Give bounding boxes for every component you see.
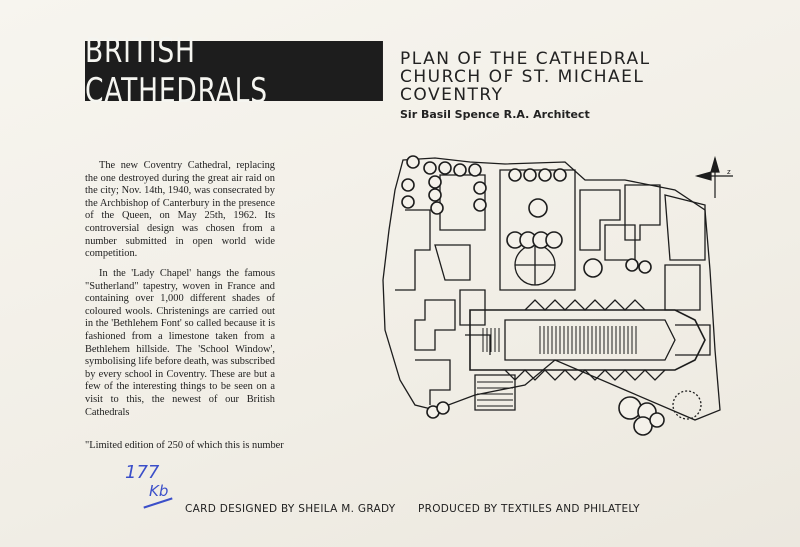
cathedral-plan-drawing (375, 150, 735, 450)
compass-icon (697, 158, 733, 198)
designer-credit: CARD DESIGNED BY SHEILA M. GRADY (185, 503, 396, 515)
plan-heading-line1: PLAN OF THE CATHEDRAL (400, 49, 651, 69)
producer-credit: PRODUCED BY TEXTILES AND PHILATELY (418, 503, 640, 515)
compass-label: z (727, 168, 731, 176)
edition-number: 177 (125, 462, 160, 483)
banner-title: BRITISH CATHEDRALS (85, 41, 383, 101)
limited-edition-note: "Limited edition of 250 of which this is number (85, 440, 284, 451)
plan-heading (400, 50, 651, 104)
plan-heading-line3: COVENTRY (400, 85, 504, 105)
plan-heading-line2: CHURCH OF ST. MICHAEL (400, 67, 645, 87)
architect-credit: Sir Basil Spence R.A. Architect (400, 108, 590, 121)
initials: Kb (149, 482, 169, 500)
history-paragraph: The new Coventry Cathedral, replacing the one destroyed during the great air raid on the city; Nov. 14th, 1940, was consecrated by the Archbishop of Canterbury in the presence of the Queen, on May 25th, 1962. Its controversial design was chosen from a number submitted in open world wide competition. (85, 160, 275, 260)
features-paragraph: In the 'Lady Chapel' hangs the famous "Sutherland" tapestry, woven in France and containing over 1,000 different shades of coloured wools. Christenings are carried out in the 'Bethlehem Font' so called because it is fashioned from a limestone taken from a Bethlehem hillside. The 'School Window', symbolising life before death, was subscribed by every school in Coventry. These are but a few of the interesting things to be seen on a visit to this, the newest of our British Cathedrals (85, 268, 275, 418)
